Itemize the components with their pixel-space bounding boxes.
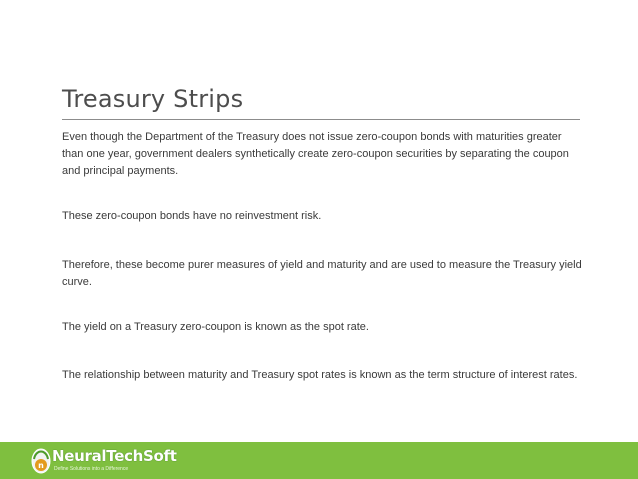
logo-tagline: Define Solutions into a Difference [54, 466, 129, 472]
logo-wordmark: NeuralTechSoft [52, 447, 177, 465]
paragraph-3: Therefore, these become purer measures of yield and maturity and are used to measure the Treasury yield curve. [62, 259, 582, 288]
title-divider [62, 119, 580, 120]
company-logo [30, 445, 177, 477]
paragraph-5: The relationship between maturity and Treasury spot rates is known as the term structure of interest rates. [62, 369, 578, 381]
slide-title: Treasury Strips [62, 85, 244, 113]
paragraph-2: These zero-coupon bonds have no reinvestment risk. [62, 210, 322, 222]
paragraph-4: The yield on a Treasury zero-coupon is known as the spot rate. [62, 321, 369, 333]
neuraltechsoft-logo-icon [30, 445, 52, 475]
paragraph-1: Even though the Department of the Treasury does not issue zero-coupon bonds with maturities greater than one year, government dealers synthetically create zero-coupon securities by separating the coupon and principal payments. [62, 131, 569, 177]
svg-text:n: n [38, 461, 44, 470]
